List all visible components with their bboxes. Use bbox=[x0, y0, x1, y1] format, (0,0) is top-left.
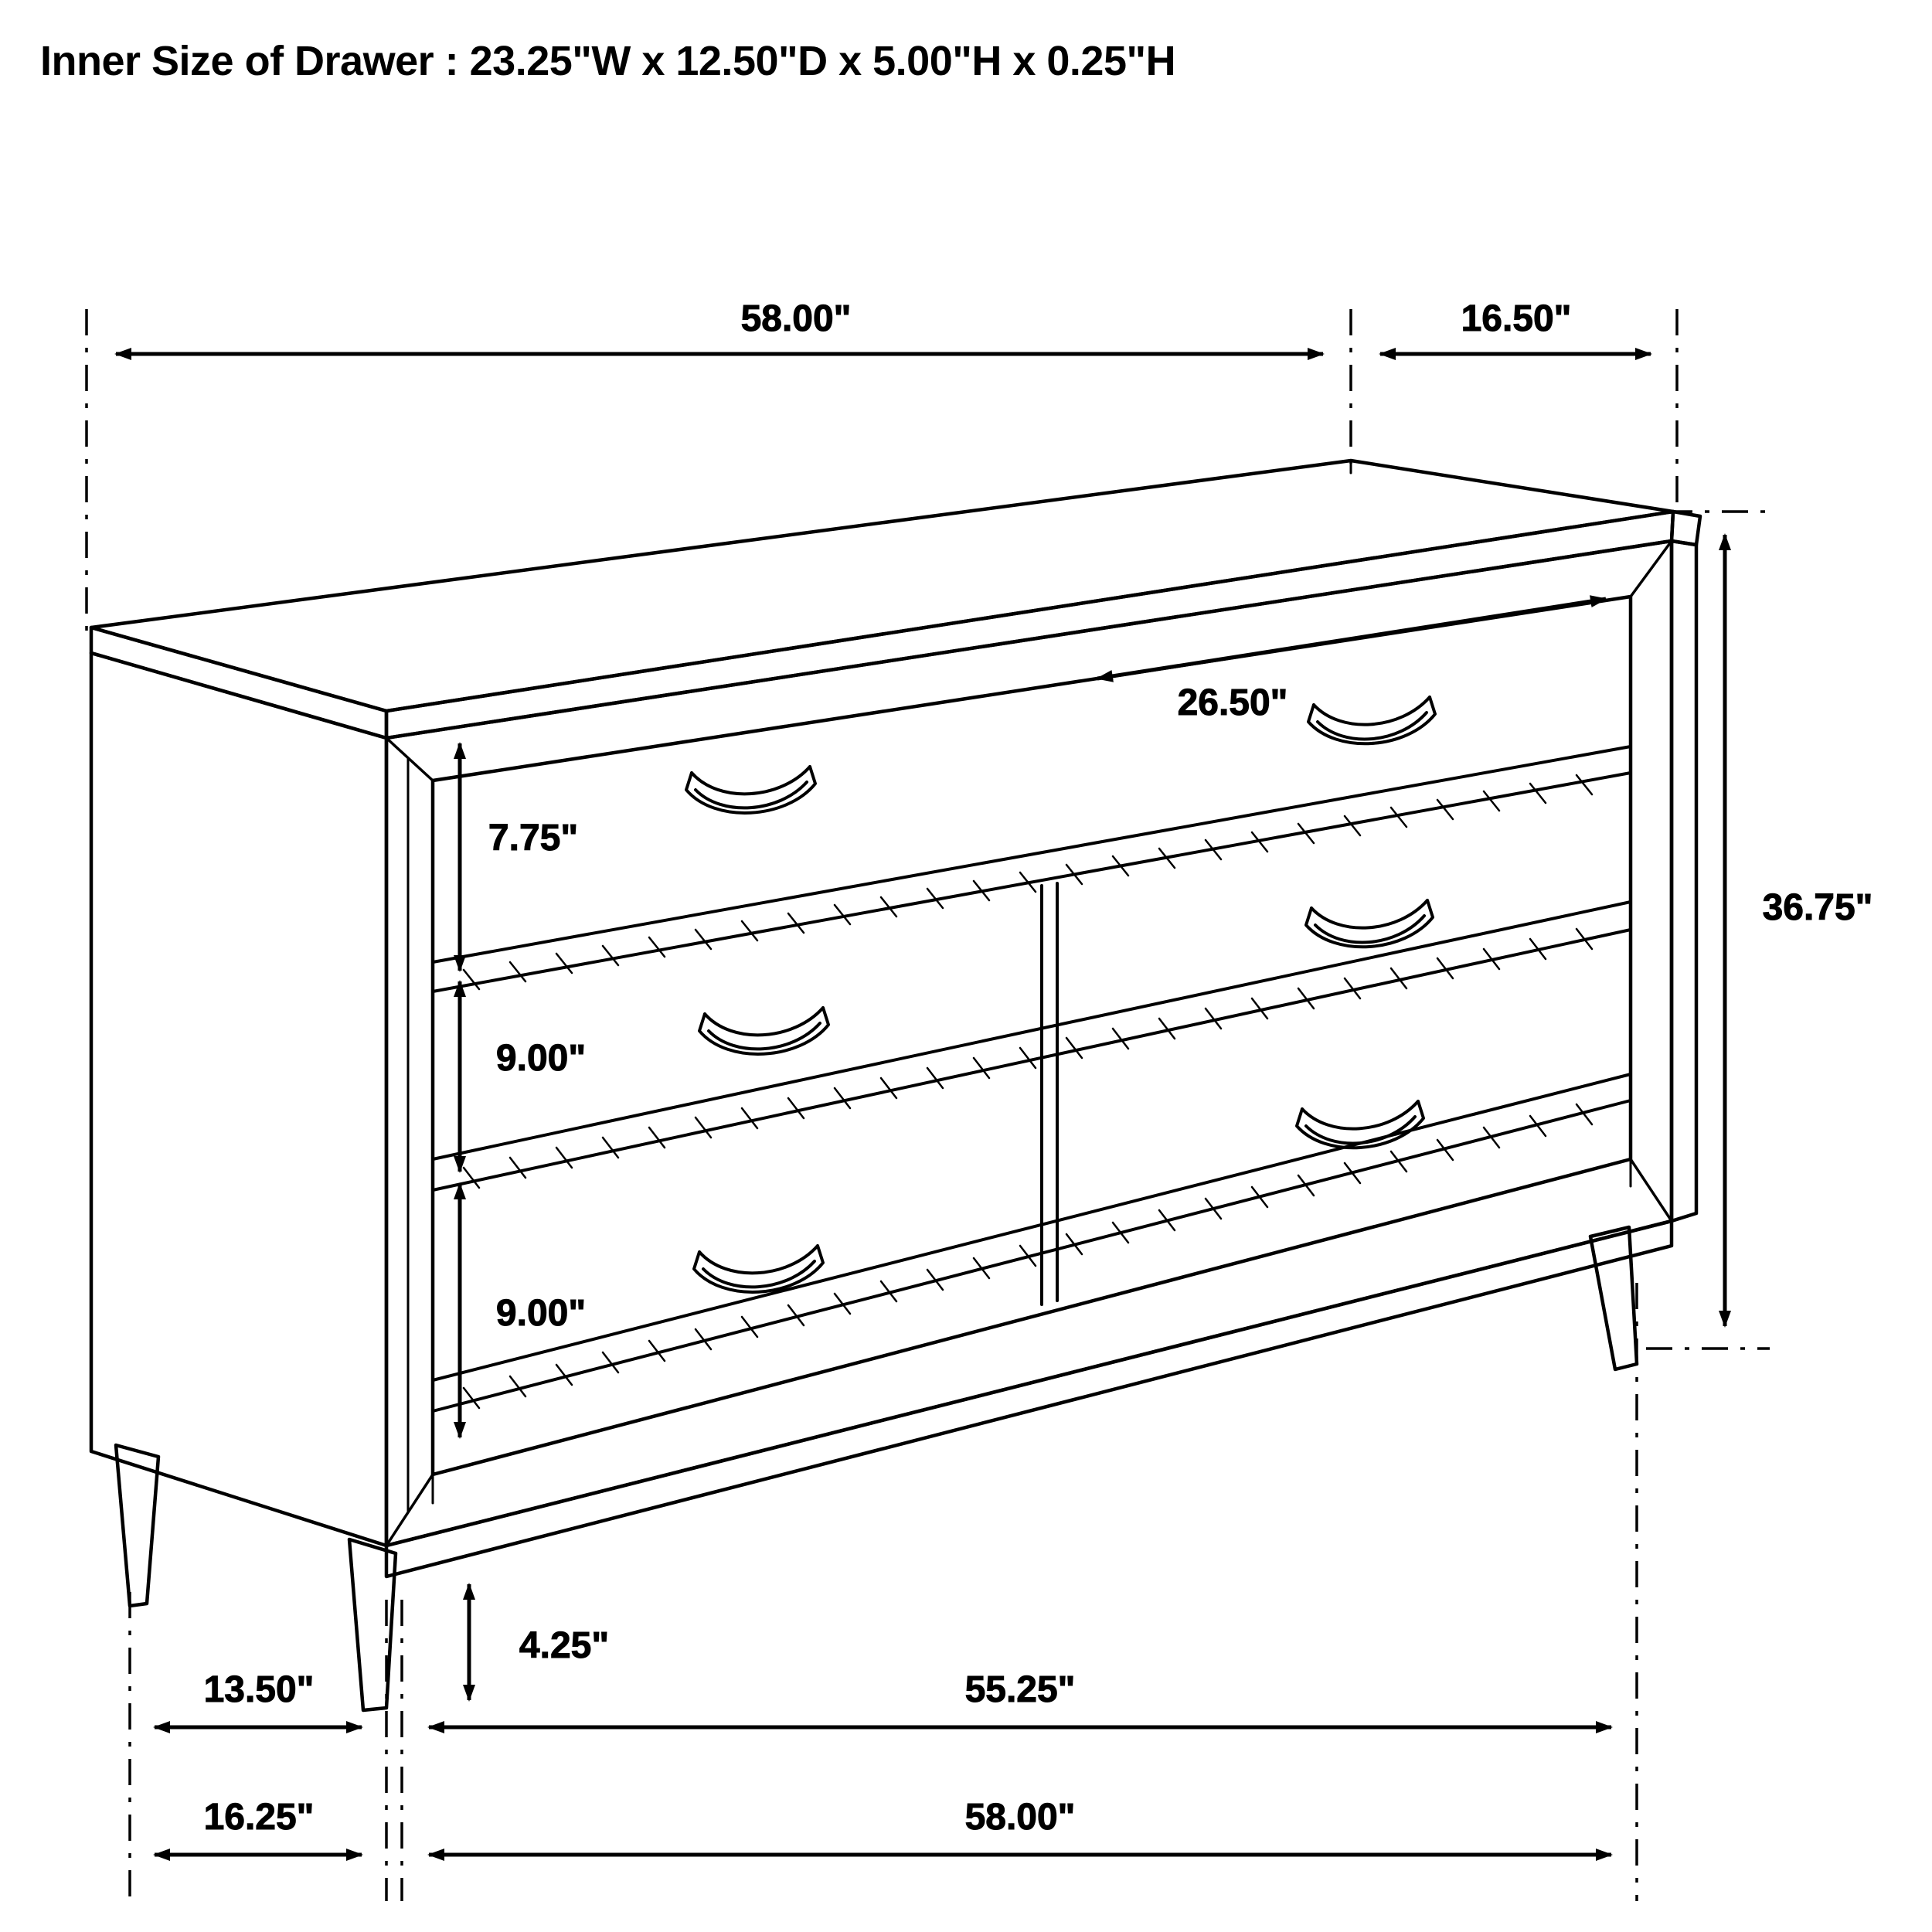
drawer-pull-left-middle bbox=[699, 1008, 828, 1054]
top-left-edge-thickness bbox=[91, 628, 386, 738]
dim-drawer-h2-label: 9.00" bbox=[495, 1038, 587, 1079]
dim-top-depth-label: 16.50" bbox=[1461, 298, 1572, 339]
left-side-panel bbox=[91, 653, 386, 1546]
dim-leg-height-label: 4.25" bbox=[519, 1625, 610, 1666]
drawer-pull-right-bottom bbox=[1297, 1101, 1423, 1148]
right-top-corner bbox=[1672, 512, 1700, 545]
drawer-pull-right-top bbox=[1308, 697, 1435, 743]
drawer-pull-left-top bbox=[686, 767, 815, 813]
front-frame-inner bbox=[433, 597, 1631, 1475]
rail-1-top bbox=[433, 747, 1631, 962]
dresser-body bbox=[91, 461, 1700, 1710]
dimension-lines bbox=[87, 298, 1872, 1901]
drawer-pull-right-middle bbox=[1306, 900, 1433, 947]
top-front-thickness bbox=[386, 512, 1673, 738]
dim-base-depth-outer-label: 16.25" bbox=[203, 1797, 315, 1838]
extension-lines-bottom bbox=[130, 1283, 1637, 1901]
base-apron bbox=[386, 1221, 1672, 1577]
right-side-panel bbox=[1672, 541, 1696, 1221]
dim-drawer-h1-label: 7.75" bbox=[488, 818, 579, 859]
dim-top-width-label: 58.00" bbox=[740, 298, 852, 339]
page-title: Inner Size of Drawer : 23.25"W x 12.50"D x 5.00"H x 0.25"H bbox=[40, 38, 1176, 84]
dim-drawer-width-label: 26.50" bbox=[1177, 682, 1288, 723]
dim-base-width-outer-label: 58.00" bbox=[964, 1797, 1076, 1838]
dim-base-depth-label: 13.50" bbox=[203, 1669, 315, 1710]
leg-front-right bbox=[1590, 1227, 1637, 1369]
rail-hatching bbox=[464, 775, 1592, 1408]
dim-overall-height-label: 36.75" bbox=[1762, 887, 1873, 928]
dim-drawer-width-line bbox=[1097, 599, 1606, 679]
dim-base-width-inner-label: 55.25" bbox=[964, 1669, 1076, 1710]
dim-drawer-h3-label: 9.00" bbox=[495, 1293, 587, 1334]
top-surface bbox=[91, 461, 1673, 711]
extension-lines-top bbox=[87, 309, 1677, 635]
